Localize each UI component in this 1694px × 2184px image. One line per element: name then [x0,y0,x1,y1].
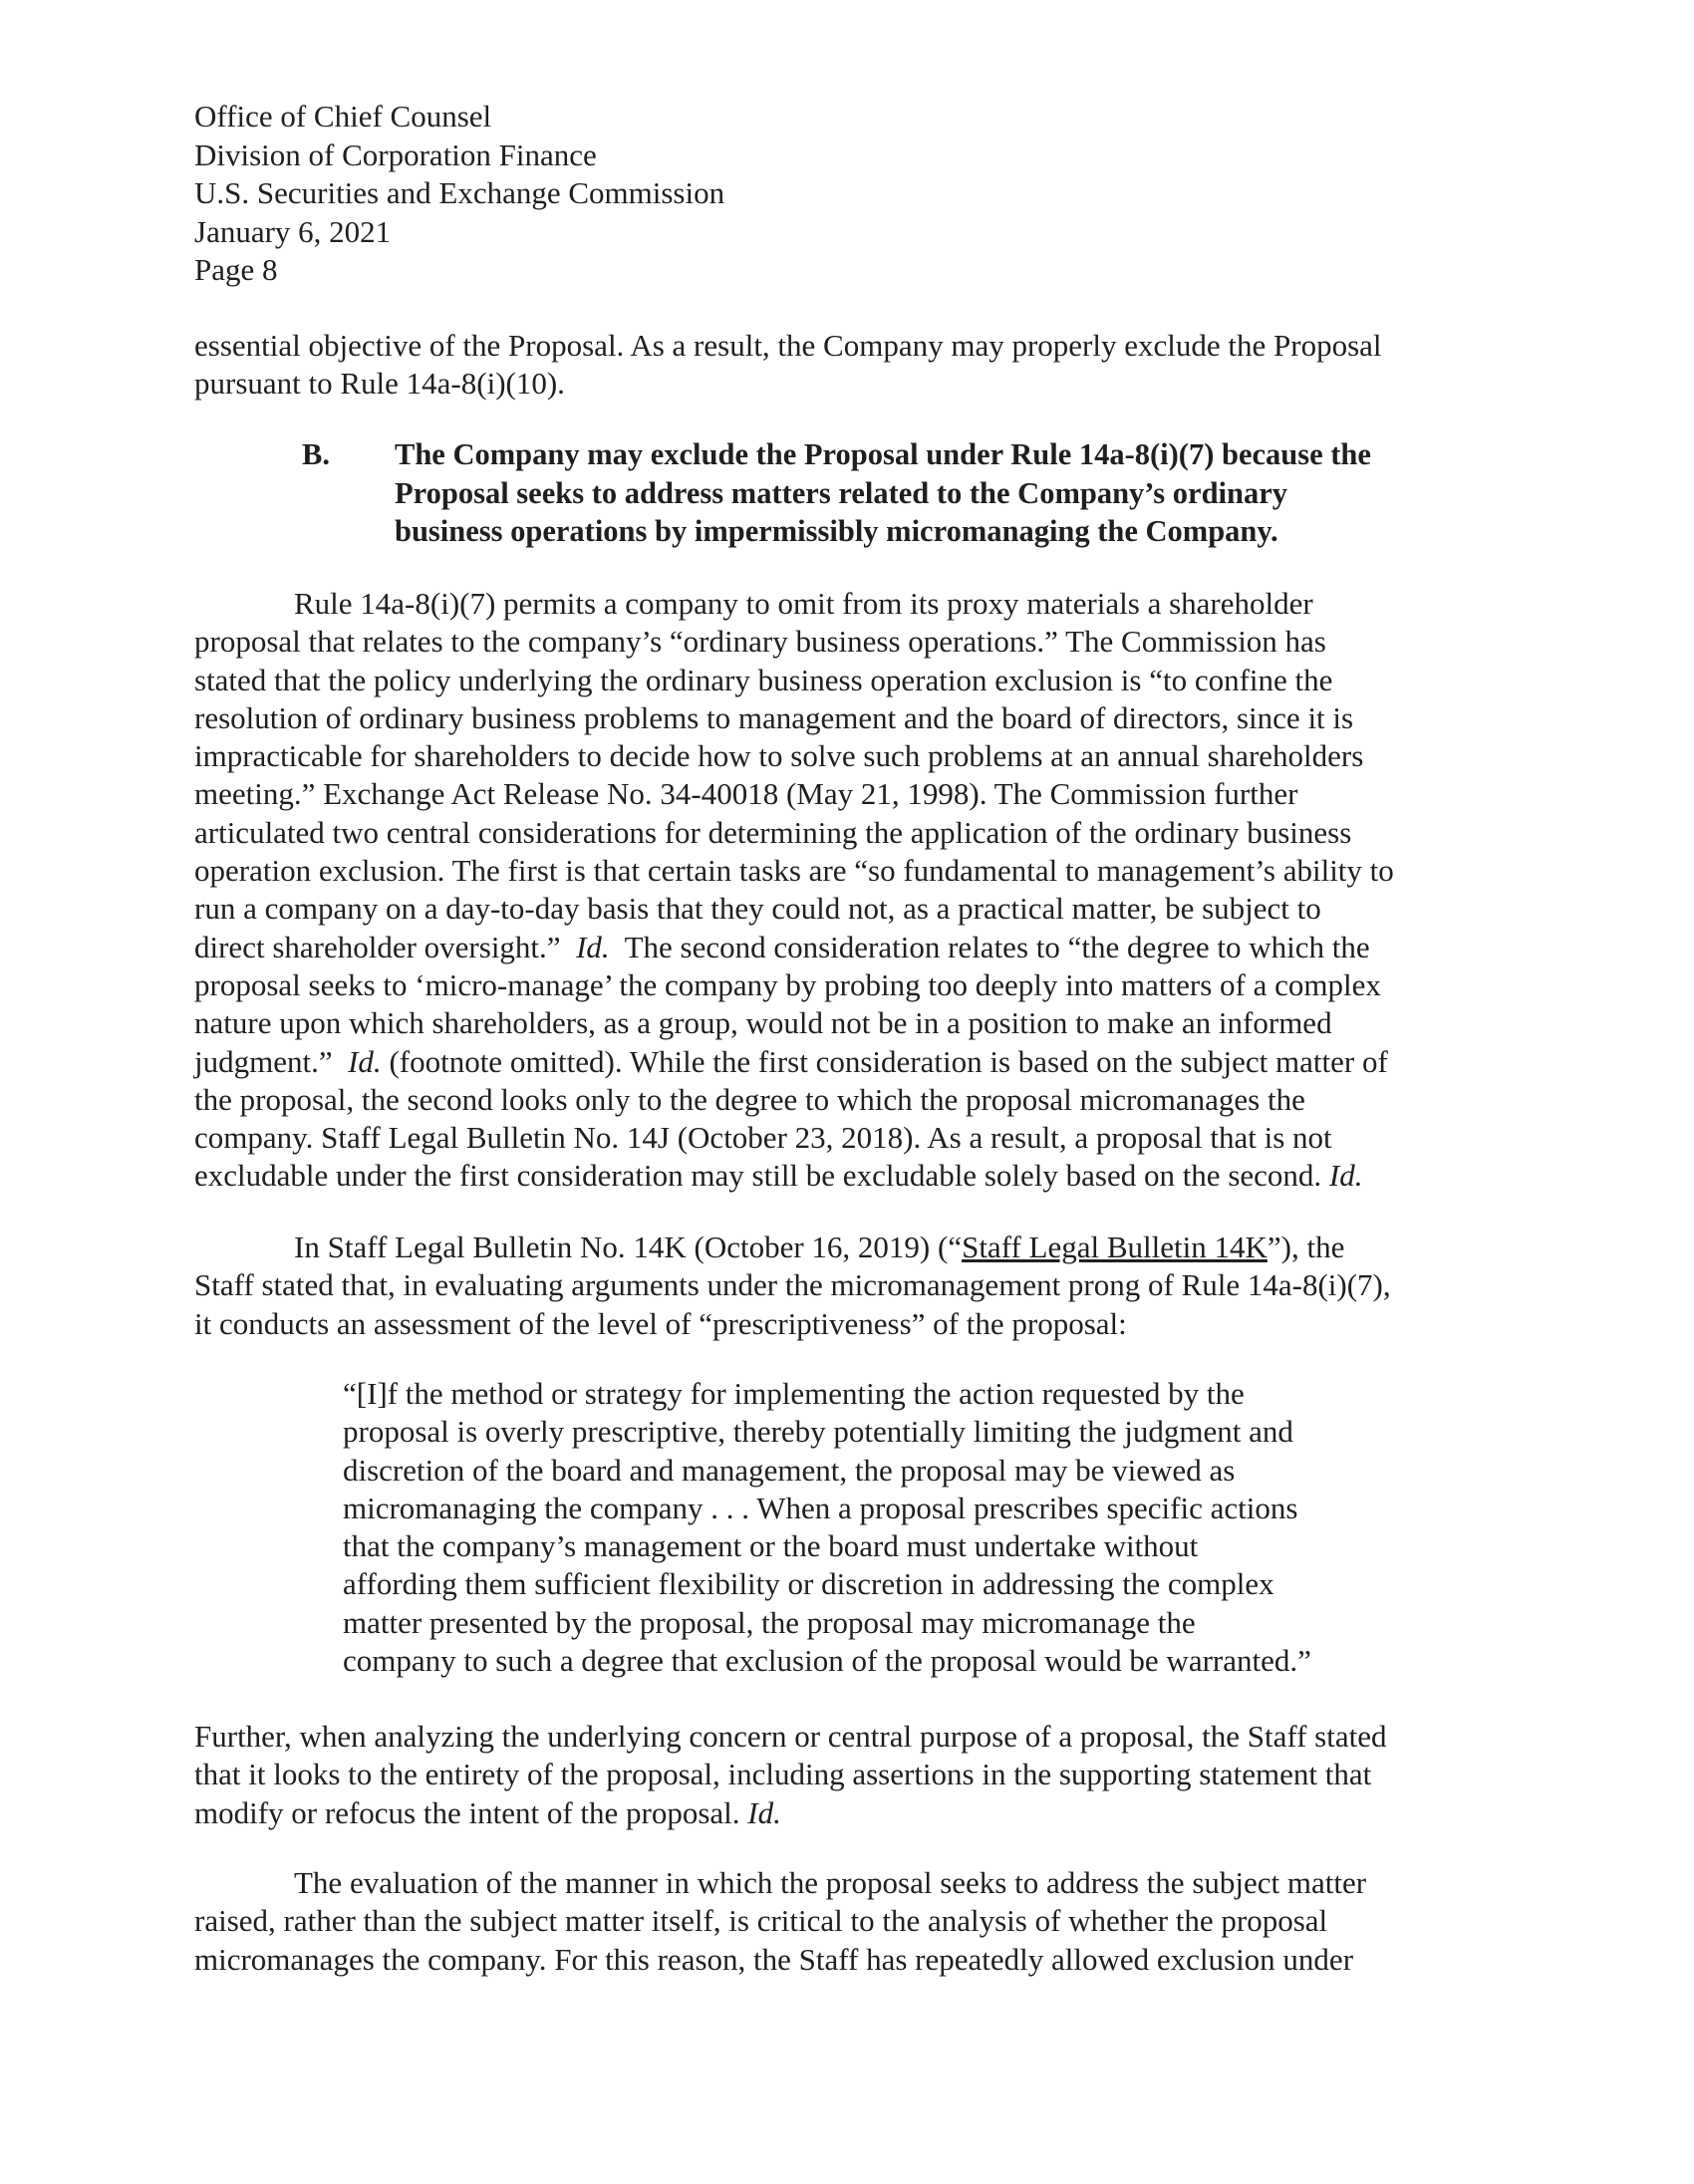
text-line: micromanages the company. For this reason, the Staff has repeatedly allowed exclusion under [194,1941,1354,1977]
text-span: ”), the [1267,1229,1345,1264]
text-line: it conducts an assessment of the level of “prescriptiveness” of the proposal: [194,1305,1127,1341]
quote-line: affording them sufficient flexibility or discretion in addressing the complex [343,1566,1274,1602]
text-line: company. Staff Legal Bulletin No. 14J (October 23, 2018). As a result, a proposal that is not [194,1120,1332,1156]
text-line: Rule 14a-8(i)(7) permits a company to omit from its proxy materials a shareholder [294,586,1313,621]
text-line: proposal seeks to ‘micro-manage’ the company by probing too deeply into matters of a complex [194,966,1381,1002]
citation-id: Id. [576,929,610,964]
text-line: proposal that relates to the company’s “ordinary business operations.” The Commission has [194,624,1326,660]
letter-header [194,98,724,290]
text-line [194,1794,1490,1832]
paragraph-evaluation [194,1864,1490,1979]
text-line: Staff stated that, in evaluating arguments under the micromanagement prong of Rule 14a-8(i)(7), [194,1267,1391,1303]
recipient-agency: U.S. Securities and Exchange Commission [194,175,725,210]
paragraph-continuation [194,327,1490,404]
block-quote [343,1375,1311,1680]
text-line: that it looks to the entirety of the proposal, including assertions in the supporting statement that [194,1757,1372,1792]
text-span: (footnote omitted). While the first consideration is based on the subject matter of [381,1043,1388,1079]
text-line: pursuant to Rule 14a-8(i)(10). [194,366,565,402]
paragraph-slb-14k [194,1228,1490,1343]
paragraph-rule-14a-8-i-7 [194,585,1490,1196]
text-span: direct shareholder oversight.” [194,929,577,964]
quote-line: that the company’s management or the board must undertake without [343,1528,1199,1564]
text-line: The evaluation of the manner in which the proposal seeks to address the subject matter [294,1865,1367,1900]
quote-line: micromanaging the company . . . When a proposal prescribes specific actions [343,1490,1298,1525]
text-span: modify or refocus the intent of the proposal. [194,1794,748,1830]
text-span: The second consideration relates to “the degree to which the [609,929,1370,964]
text-line [194,1043,1490,1081]
text-line [194,1157,1490,1195]
text-line: essential objective of the Proposal. As a result, the Company may properly exclude the Proposal [194,328,1382,363]
text-line [194,929,1490,966]
text-line: Further, when analyzing the underlying concern or central purpose of a proposal, the Staff stated [194,1719,1387,1754]
text-line: raised, rather than the subject matter itself, is critical to the analysis of whether the proposal [194,1903,1328,1939]
page-number: Page 8 [194,252,278,287]
text-line: articulated two central considerations for determining the application of the ordinary business [194,814,1352,850]
text-line [194,1228,1490,1266]
quote-line: company to such a degree that exclusion of the proposal would be warranted.” [343,1643,1311,1679]
quote-line: proposal is overly prescriptive, thereby potentially limiting the judgment and [343,1414,1293,1450]
letter-date: January 6, 2021 [194,213,392,249]
text-line: the proposal, the second looks only to the degree to which the proposal micromanages the [194,1081,1305,1117]
citation-id: Id. [1328,1158,1363,1194]
quote-line: discretion of the board and management, the proposal may be viewed as [343,1452,1236,1488]
paragraph-further [194,1718,1490,1832]
text-line: nature upon which shareholders, as a group, would not be in a position to make an informed [194,1005,1332,1041]
recipient-office: Office of Chief Counsel [194,99,492,134]
recipient-division: Division of Corporation Finance [194,136,597,172]
quote-line: “[I]f the method or strategy for implementing the action requested by the [343,1376,1245,1411]
text-line: operation exclusion. The first is that certain tasks are “so fundamental to management’s ability to [194,853,1394,889]
citation-id: Id. [747,1794,781,1830]
text-line: stated that the policy underlying the ordinary business operation exclusion is “to confine the [194,662,1333,697]
text-line: run a company on a day-to-day basis that they could not, as a practical matter, be subject to [194,891,1321,927]
heading-line: The Company may exclude the Proposal under Rule 14a-8(i)(7) because the [395,437,1371,471]
section-heading-text [395,435,1491,551]
quote-line: matter presented by the proposal, the proposal may micromanage the [343,1604,1196,1640]
heading-line: Proposal seeks to address matters related to the Company’s ordinary [395,475,1288,510]
heading-line: business operations by impermissibly micromanaging the Company. [395,514,1278,548]
text-line: meeting.” Exchange Act Release No. 34-40018 (May 21, 1998). The Commission further [194,776,1298,812]
defined-term: Staff Legal Bulletin 14K [962,1229,1268,1264]
text-span: judgment.” [194,1043,349,1079]
text-span: In Staff Legal Bulletin No. 14K (October 16, 2019) (“ [294,1229,963,1264]
section-letter: B. [302,437,330,471]
citation-id: Id. [348,1043,382,1079]
text-span: excludable under the first consideration may still be excludable solely based on the second. [194,1158,1329,1194]
text-line: impracticable for shareholders to decide how to solve such problems at an annual shareholders [194,738,1364,774]
text-line: resolution of ordinary business problems to management and the board of directors, since it is [194,699,1354,735]
